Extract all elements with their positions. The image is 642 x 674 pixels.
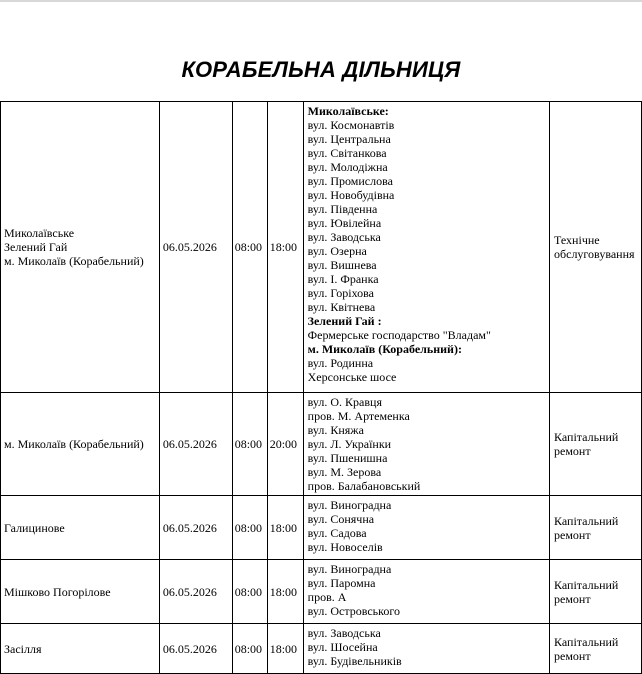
locality-name: Зелений Гай — [4, 240, 68, 254]
locality-name: Засілля — [4, 641, 42, 656]
table-row — [1, 624, 642, 674]
street-name: вул. М. Зерова — [307, 465, 382, 479]
street-name: вул. Ювілейна — [307, 216, 382, 230]
table-row — [1, 496, 642, 560]
streets-cell — [303, 624, 549, 674]
locality-heading: Миколаївське: — [307, 104, 389, 118]
end-time-cell: 18:00 — [267, 624, 303, 674]
locality-name: м. Миколаїв (Корабельний) — [4, 254, 144, 268]
start-time-cell: 08:00 — [232, 496, 267, 560]
street-name: вул. Сонячна — [307, 512, 375, 526]
street-name: вул. Новоселів — [307, 540, 383, 554]
street-name: вул. Квітнева — [307, 300, 376, 314]
street-name: вул. Горіхова — [307, 286, 374, 300]
street-name: вул. Молодіжна — [307, 160, 388, 174]
street-name: вул. Будівельників — [307, 654, 402, 668]
locality-cell — [1, 560, 160, 624]
street-name: вул. Шосейна — [307, 640, 378, 654]
date-cell: 06.05.2026 — [159, 496, 232, 560]
outage-schedule-table — [0, 101, 642, 674]
streets-cell — [303, 102, 549, 393]
street-name: пров. Балабановський — [307, 479, 421, 493]
table-row — [1, 393, 642, 496]
street-name: вул. Л. Українки — [307, 437, 392, 451]
end-time-cell: 18:00 — [267, 496, 303, 560]
start-time-cell: 08:00 — [232, 560, 267, 624]
work-type-cell: Технічне обслуговування — [550, 102, 642, 393]
street-name: вул. Світанкова — [307, 146, 387, 160]
end-time-cell: 18:00 — [267, 560, 303, 624]
street-name: вул. Виноградна — [307, 562, 392, 576]
work-type-cell: Капітальний ремонт — [550, 560, 642, 624]
street-name: вул. О. Кравця — [307, 395, 382, 409]
street-name: вул. Пшенишна — [307, 451, 388, 465]
start-time-cell: 08:00 — [232, 393, 267, 496]
street-name: вул. Садова — [307, 526, 367, 540]
locality-cell — [1, 393, 160, 496]
streets-cell — [303, 560, 549, 624]
street-name: вул. Промислова — [307, 174, 393, 188]
table-row — [1, 102, 642, 393]
locality-cell — [1, 496, 160, 560]
start-time-cell: 08:00 — [232, 624, 267, 674]
end-time-cell: 20:00 — [267, 393, 303, 496]
end-time-cell: 18:00 — [267, 102, 303, 393]
street-name: вул. І. Франка — [307, 272, 379, 286]
work-type-cell: Капітальний ремонт — [550, 496, 642, 560]
street-name: вул. Новобудівна — [307, 188, 395, 202]
table-row — [1, 560, 642, 624]
street-name: вул. Озерна — [307, 244, 367, 258]
date-cell: 06.05.2026 — [159, 624, 232, 674]
street-name: пров. М. Артеменка — [307, 409, 410, 423]
streets-cell — [303, 393, 549, 496]
work-type-cell: Капітальний ремонт — [550, 393, 642, 496]
street-name: вул. Паромна — [307, 576, 376, 590]
start-time-cell: 08:00 — [232, 102, 267, 393]
street-name: вул. Вишнева — [307, 258, 377, 272]
locality-name: Галицинове — [4, 520, 65, 535]
street-name: вул. Центральна — [307, 132, 391, 146]
street-name: Фермерське господарство "Владам" — [307, 328, 491, 342]
street-name: вул. Космонавтів — [307, 118, 395, 132]
street-name: вул. Островського — [307, 604, 400, 618]
street-name: Херсонське шосе — [307, 370, 397, 384]
streets-cell — [303, 496, 549, 560]
locality-heading: Зелений Гай : — [307, 314, 382, 328]
date-cell: 06.05.2026 — [159, 102, 232, 393]
page-title: КОРАБЕЛЬНА ДІЛЬНИЦЯ — [181, 57, 461, 82]
locality-cell — [1, 624, 160, 674]
locality-cell — [1, 102, 160, 393]
street-name: вул. Заводська — [307, 626, 381, 640]
top-border-line — [0, 0, 642, 2]
street-name: вул. Виноградна — [307, 498, 392, 512]
locality-name: м. Миколаїв (Корабельний) — [4, 437, 144, 451]
work-type-cell: Капітальний ремонт — [550, 624, 642, 674]
street-name: вул. Південна — [307, 202, 378, 216]
date-cell: 06.05.2026 — [159, 393, 232, 496]
locality-heading: м. Миколаїв (Корабельний): — [307, 342, 462, 356]
street-name: пров. А — [307, 590, 347, 604]
street-name: вул. Княжа — [307, 423, 364, 437]
street-name: вул. Родинна — [307, 356, 374, 370]
locality-name: Миколаївське — [4, 226, 75, 240]
locality-name: Мішково Погорілове — [4, 584, 111, 599]
date-cell: 06.05.2026 — [159, 560, 232, 624]
street-name: вул. Заводська — [307, 230, 381, 244]
